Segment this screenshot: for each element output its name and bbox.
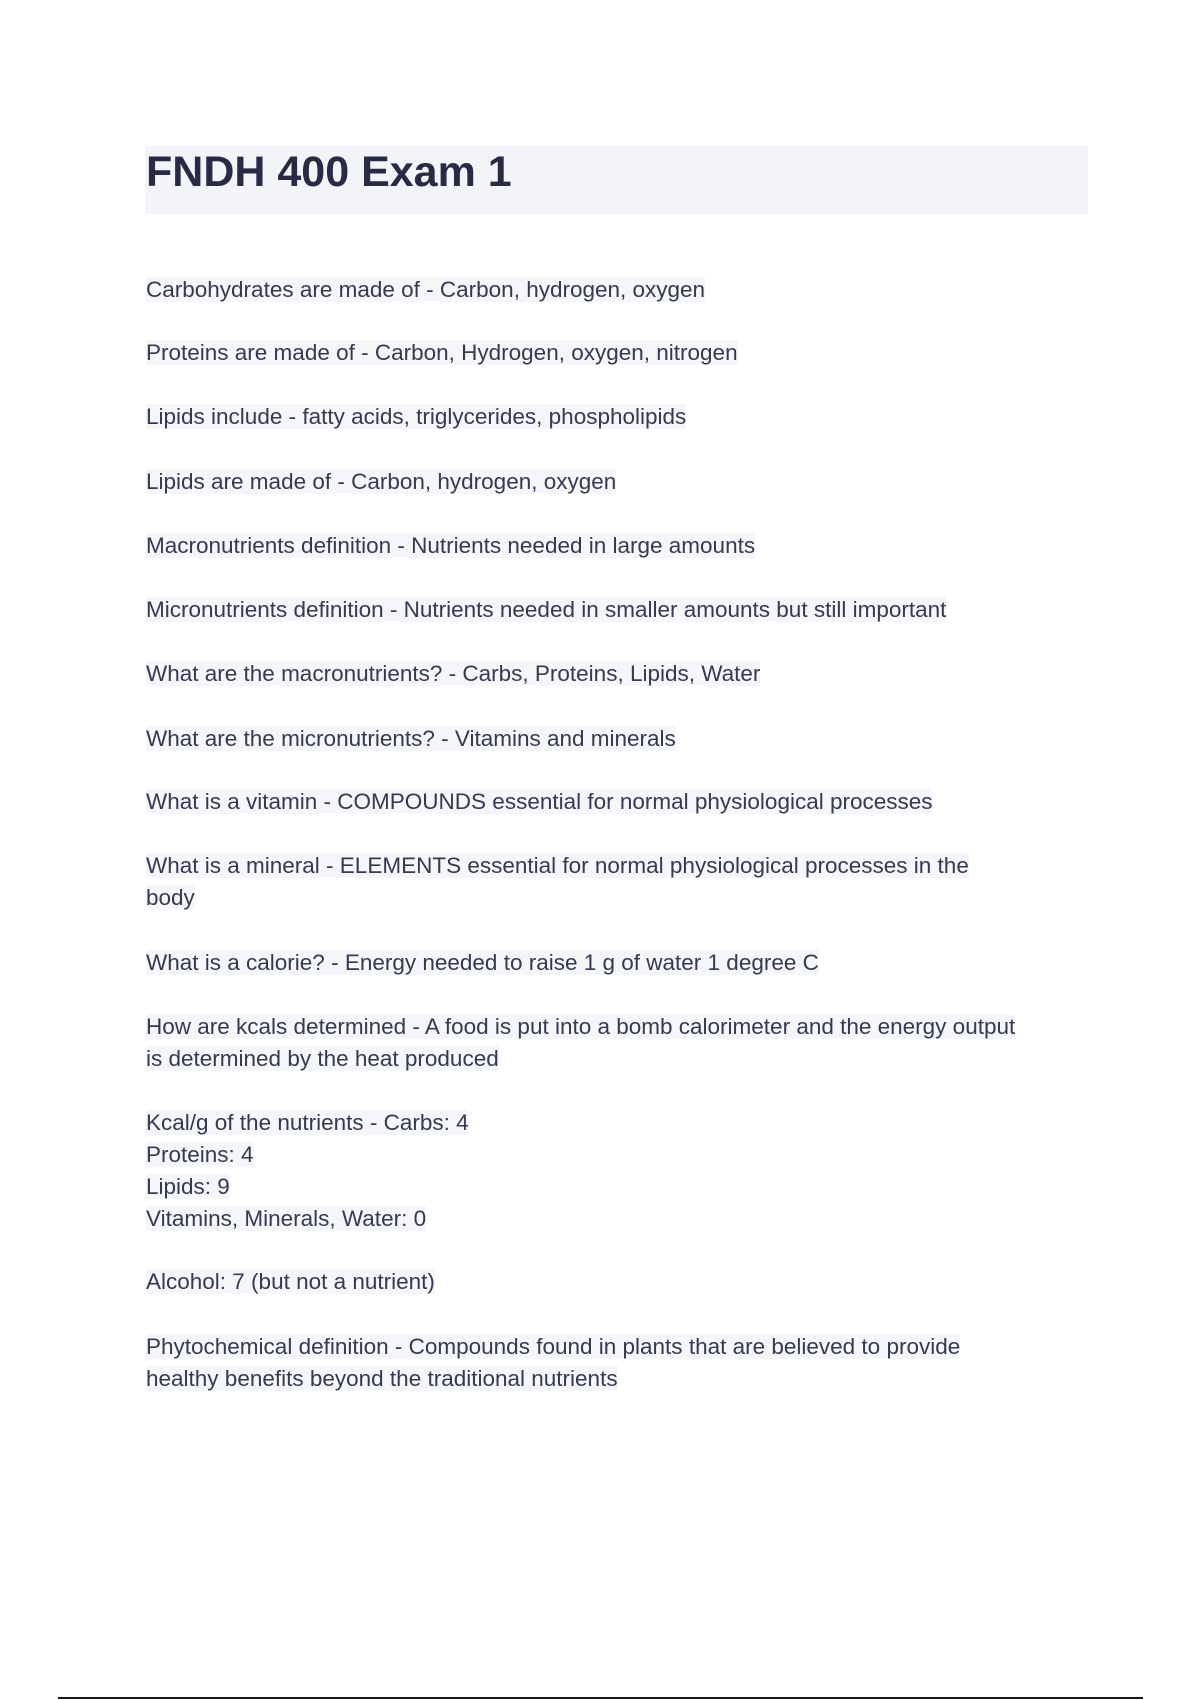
entry-line: Phytochemical definition - Compounds found in plants that are believed to provide [146, 1334, 961, 1359]
entry-kcal-per-gram [146, 1107, 1086, 1235]
entry-mineral [146, 850, 1086, 914]
entry-alcohol [146, 1266, 1086, 1298]
entry-line: Lipids: 9 [146, 1174, 230, 1199]
entry-line: Carbohydrates are made of - Carbon, hydrogen, oxygen [146, 277, 706, 302]
entry-lipids-include [146, 401, 1086, 433]
entry-line: Lipids are made of - Carbon, hydrogen, oxygen [146, 469, 617, 494]
entry-line: Kcal/g of the nutrients - Carbs: 4 [146, 1110, 469, 1135]
entry-micronutrients-list [146, 723, 1086, 755]
entry-kcals-determined [146, 1011, 1086, 1075]
page-title: FNDH 400 Exam 1 [146, 148, 512, 196]
entry-line: Lipids include - fatty acids, triglycerides, phospholipids [146, 404, 687, 429]
entry-line: Vitamins, Minerals, Water: 0 [146, 1206, 427, 1231]
entry-line: How are kcals determined - A food is put into a bomb calorimeter and the energy output [146, 1014, 1016, 1039]
entry-micronutrients-definition [146, 594, 1086, 626]
entry-line: Micronutrients definition - Nutrients needed in smaller amounts but still important [146, 597, 947, 622]
entry-macronutrients-definition [146, 530, 1086, 562]
entry-carbohydrates-composition [146, 274, 1086, 306]
entry-line: What is a calorie? - Energy needed to raise 1 g of water 1 degree C [146, 950, 819, 975]
entry-proteins-composition [146, 337, 1086, 369]
entry-line: Alcohol: 7 (but not a nutrient) [146, 1269, 435, 1294]
entry-vitamin [146, 786, 1086, 818]
entry-line: body [146, 885, 195, 910]
footer-divider [58, 1697, 1143, 1699]
entry-line: What is a mineral - ELEMENTS essential for normal physiological processes in the [146, 853, 969, 878]
entry-line: Proteins are made of - Carbon, Hydrogen, oxygen, nitrogen [146, 340, 738, 365]
entry-line: What is a vitamin - COMPOUNDS essential for normal physiological processes [146, 789, 933, 814]
entry-line: Proteins: 4 [146, 1142, 254, 1167]
entry-line: What are the macronutrients? - Carbs, Proteins, Lipids, Water [146, 661, 761, 686]
entry-lipids-composition [146, 466, 1086, 498]
entry-calorie [146, 947, 1086, 979]
entry-line: What are the micronutrients? - Vitamins and minerals [146, 726, 676, 751]
entry-line: Macronutrients definition - Nutrients needed in large amounts [146, 533, 756, 558]
entry-phytochemical-definition [146, 1331, 1086, 1395]
entry-macronutrients-list [146, 658, 1086, 690]
entry-line: is determined by the heat produced [146, 1046, 499, 1071]
entry-line: healthy benefits beyond the traditional nutrients [146, 1366, 618, 1391]
